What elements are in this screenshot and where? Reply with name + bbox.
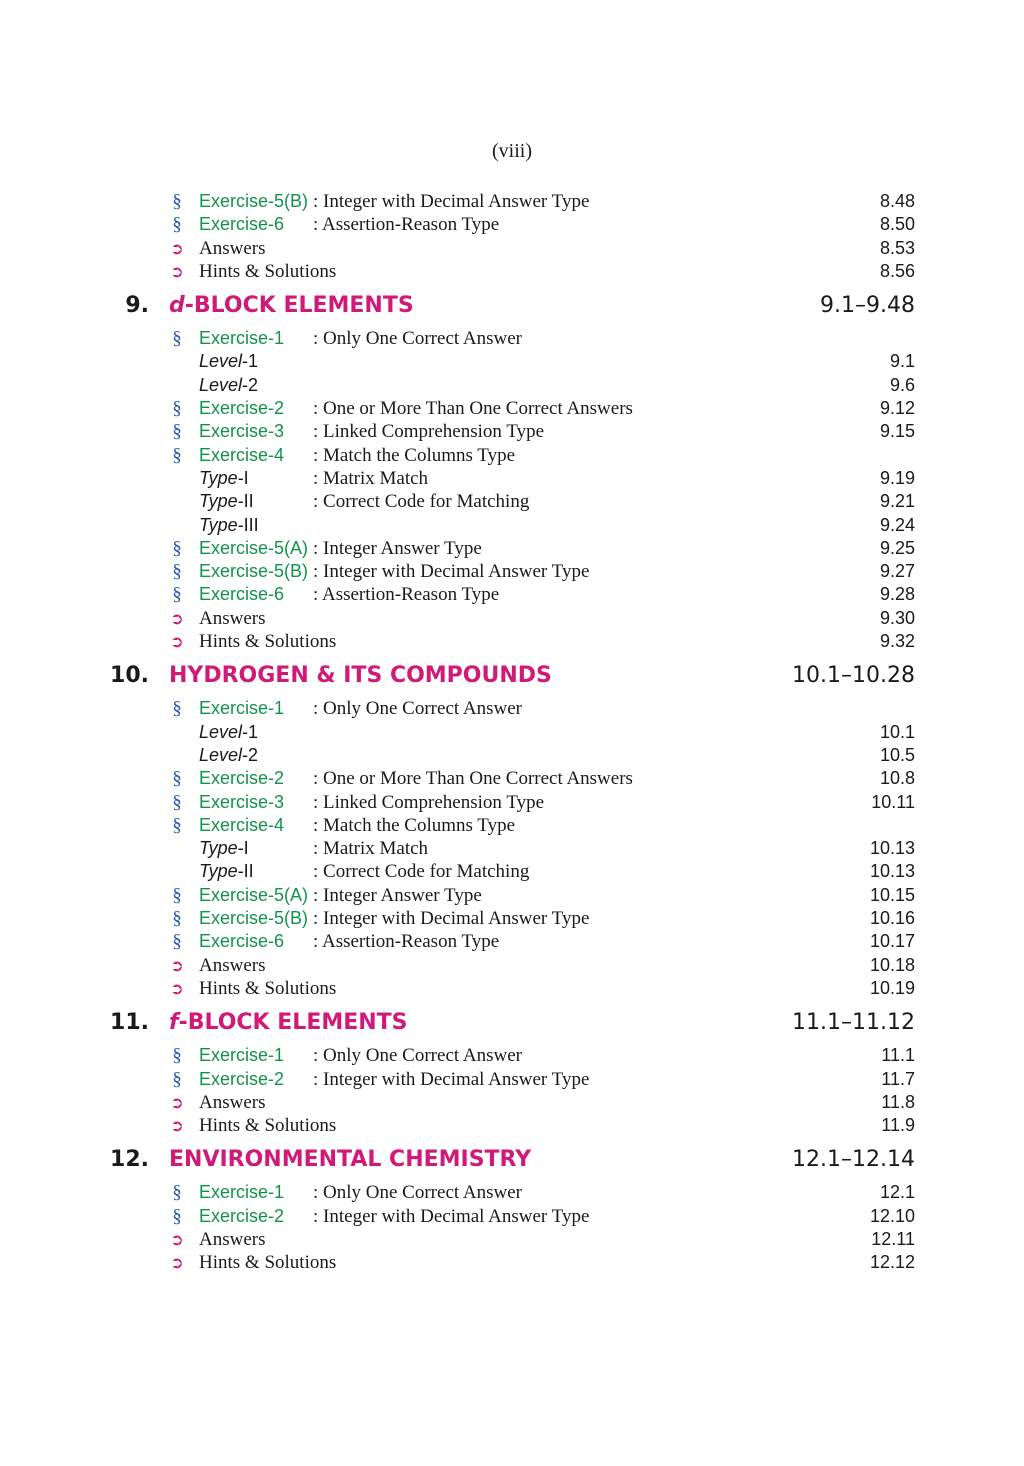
entry-description: : Matrix Match <box>313 838 429 860</box>
entry-description: : Integer Answer Type <box>313 884 482 906</box>
exercise-label: Exercise-6 <box>199 931 285 952</box>
chapter-page-range: 12.1–12.14 <box>792 1147 915 1173</box>
circled-arrow-icon: ➲ <box>170 608 184 628</box>
page-reference: 9.6 <box>889 374 915 395</box>
toc-entry[interactable] <box>100 514 915 537</box>
sub-level-italic: Level <box>199 721 243 742</box>
section-sign-icon: § <box>172 444 182 466</box>
toc-entry[interactable] <box>100 1068 915 1091</box>
toc-entry[interactable] <box>100 327 915 350</box>
exercise-label: Exercise-1 <box>199 328 285 349</box>
chapter-title-prefix: f <box>169 1010 179 1036</box>
page-reference: 11.1 <box>881 1045 915 1066</box>
page-reference: 9.27 <box>879 561 915 582</box>
toc-entry[interactable] <box>100 213 915 236</box>
entry-title: Answers <box>199 1228 266 1250</box>
page-reference: 10.18 <box>869 954 915 975</box>
entry-description: : One or More Than One Correct Answers <box>313 768 633 790</box>
sub-level-label <box>199 721 258 744</box>
page-reference: 11.8 <box>881 1091 915 1112</box>
entry-title: Answers <box>199 954 266 976</box>
sub-level-italic: Type <box>199 861 238 882</box>
entry-description: : Assertion-Reason Type <box>313 931 500 953</box>
entry-description: : Only One Correct Answer <box>313 1045 522 1067</box>
entry-title: Answers <box>199 237 266 259</box>
section-sign-icon: § <box>172 421 182 443</box>
section-sign-icon: § <box>172 908 182 930</box>
sub-level-italic: Level <box>199 374 243 395</box>
sub-level-suffix: -II <box>237 491 254 512</box>
sub-level-label <box>199 744 258 767</box>
sub-level-suffix: -III <box>237 514 259 535</box>
section-sign-icon: § <box>172 191 182 212</box>
table-of-contents <box>100 190 915 1275</box>
toc-entry[interactable] <box>100 190 915 213</box>
chapter-title <box>169 657 552 695</box>
entry-description: : Integer with Decimal Answer Type <box>313 1068 590 1090</box>
page-reference: 10.19 <box>869 977 915 998</box>
exercise-label: Exercise-1 <box>199 1182 285 1203</box>
toc-entry[interactable] <box>100 490 915 513</box>
entry-description: : Integer with Decimal Answer Type <box>313 908 590 930</box>
toc-entry[interactable] <box>100 1114 915 1137</box>
toc-entry[interactable] <box>100 1044 915 1067</box>
chapter-heading[interactable] <box>100 1141 915 1179</box>
toc-entry[interactable] <box>100 444 915 467</box>
toc-entry[interactable] <box>100 814 915 837</box>
sub-level-suffix: -2 <box>242 374 259 395</box>
section-sign-icon: § <box>172 398 182 420</box>
chapter-number: 10. <box>110 663 149 689</box>
chapter-number: 12. <box>110 1147 149 1173</box>
toc-entry[interactable] <box>100 630 915 653</box>
page-reference: 9.21 <box>879 491 915 512</box>
page-reference: 9.12 <box>879 398 915 419</box>
exercise-label: Exercise-2 <box>199 1205 285 1226</box>
toc-entry[interactable] <box>100 977 915 1000</box>
exercise-label: Exercise-4 <box>199 444 285 465</box>
toc-entry[interactable] <box>100 467 915 490</box>
section-sign-icon: § <box>172 1182 182 1204</box>
toc-entry[interactable] <box>100 537 915 560</box>
page-reference: 11.7 <box>881 1068 915 1089</box>
section-sign-icon: § <box>172 1045 182 1067</box>
toc-entry[interactable] <box>100 1205 915 1228</box>
entry-title: Hints & Solutions <box>199 1115 337 1137</box>
sub-level-suffix: -1 <box>242 721 259 742</box>
toc-entry[interactable] <box>100 560 915 583</box>
sub-level-suffix: -2 <box>242 744 259 765</box>
page-reference: 9.1 <box>889 351 915 372</box>
entry-title: Answers <box>199 607 266 629</box>
page-reference: 12.10 <box>869 1205 915 1226</box>
toc-entry[interactable] <box>100 1091 915 1114</box>
page-reference: 9.30 <box>879 607 915 628</box>
exercise-label: Exercise-6 <box>199 214 285 235</box>
entry-title: Hints & Solutions <box>199 260 337 282</box>
toc-entry[interactable] <box>100 884 915 907</box>
chapter-title-text: HYDROGEN & ITS COMPOUNDS <box>169 663 552 689</box>
entry-description: : Match the Columns Type <box>313 444 516 466</box>
section-sign-icon: § <box>172 328 182 350</box>
section-sign-icon: § <box>172 884 182 906</box>
toc-entry[interactable] <box>100 907 915 930</box>
circled-arrow-icon: ➲ <box>170 978 184 998</box>
toc-entry[interactable] <box>100 1228 915 1251</box>
entry-title: Answers <box>199 1091 266 1113</box>
toc-entry[interactable] <box>100 791 915 814</box>
page-reference: 9.24 <box>879 514 915 535</box>
exercise-label: Exercise-2 <box>199 398 285 419</box>
exercise-label: Exercise-5(A) <box>199 537 309 558</box>
section-sign-icon: § <box>172 814 182 836</box>
page-reference: 8.48 <box>879 191 915 211</box>
chapter-page-range: 9.1–9.48 <box>820 293 915 319</box>
chapter-page-range: 11.1–11.12 <box>792 1010 915 1036</box>
page-reference: 9.19 <box>879 467 915 488</box>
chapter-heading[interactable] <box>100 1004 915 1042</box>
page-reference: 10.13 <box>869 861 915 882</box>
sub-level-label <box>199 490 254 513</box>
page-reference: 8.56 <box>879 260 915 281</box>
sub-level-italic: Type <box>199 838 238 859</box>
chapter-title-text: -BLOCK ELEMENTS <box>184 293 414 319</box>
toc-entry[interactable] <box>100 837 915 860</box>
entry-description: : Integer Answer Type <box>313 537 482 559</box>
circled-arrow-icon: ➲ <box>170 238 184 258</box>
page-reference: 10.17 <box>869 931 915 952</box>
entry-description: : Correct Code for Matching <box>313 491 530 513</box>
sub-level-italic: Level <box>199 351 243 372</box>
circled-arrow-icon: ➲ <box>170 955 184 975</box>
exercise-label: Exercise-5(B) <box>199 561 309 582</box>
exercise-label: Exercise-4 <box>199 814 285 835</box>
entry-description: : Integer with Decimal Answer Type <box>313 561 590 583</box>
chapter-number: 11. <box>110 1010 149 1036</box>
sub-level-label <box>199 514 259 537</box>
exercise-label: Exercise-2 <box>199 1068 285 1089</box>
page-reference: 9.28 <box>879 584 915 605</box>
page-reference: 10.11 <box>871 791 915 812</box>
page-reference: 10.1 <box>879 721 915 742</box>
entry-title: Hints & Solutions <box>199 631 337 653</box>
sub-level-suffix: -1 <box>242 351 259 372</box>
toc-entry[interactable] <box>100 420 915 443</box>
entry-description: : Linked Comprehension Type <box>313 421 545 443</box>
entry-description: : Assertion-Reason Type <box>313 584 500 606</box>
sub-level-label <box>199 350 258 373</box>
entry-description: : Integer with Decimal Answer Type <box>313 1205 590 1227</box>
chapter-title-prefix: d <box>169 293 185 319</box>
toc-entry[interactable] <box>100 237 915 260</box>
page-reference: 11.9 <box>881 1115 915 1136</box>
chapter-heading[interactable] <box>100 657 915 695</box>
page-number: (viii) <box>492 140 532 162</box>
circled-arrow-icon: ➲ <box>170 1253 184 1273</box>
exercise-label: Exercise-3 <box>199 791 285 812</box>
entry-description: : Only One Correct Answer <box>313 1182 522 1204</box>
circled-arrow-icon: ➲ <box>170 1092 184 1112</box>
section-sign-icon: § <box>172 561 182 583</box>
entry-description: : Assertion-Reason Type <box>313 214 500 236</box>
toc-entry[interactable] <box>100 374 915 397</box>
page-reference: 10.15 <box>869 884 915 905</box>
exercise-label: Exercise-6 <box>199 584 285 605</box>
circled-arrow-icon: ➲ <box>170 1116 184 1136</box>
section-sign-icon: § <box>172 1068 182 1090</box>
exercise-label: Exercise-5(B) <box>199 908 309 929</box>
toc-entry[interactable] <box>100 954 915 977</box>
section-sign-icon: § <box>172 584 182 606</box>
page-reference: 10.8 <box>879 768 915 789</box>
chapter-title <box>169 1004 408 1042</box>
page-reference: 12.11 <box>871 1228 915 1249</box>
sub-level-label <box>199 374 258 397</box>
sub-level-label <box>199 467 249 490</box>
toc-entry[interactable] <box>100 397 915 420</box>
entry-description: : Matrix Match <box>313 467 429 489</box>
sub-level-suffix: -I <box>237 467 249 488</box>
toc-entry[interactable] <box>100 1251 915 1274</box>
exercise-label: Exercise-3 <box>199 421 285 442</box>
entry-description: : Only One Correct Answer <box>313 328 522 350</box>
entry-description: : Integer with Decimal Answer Type <box>313 191 590 212</box>
sub-level-italic: Type <box>199 514 238 535</box>
toc-entry[interactable] <box>100 860 915 883</box>
sub-level-italic: Type <box>199 467 238 488</box>
circled-arrow-icon: ➲ <box>170 1229 184 1249</box>
exercise-label: Exercise-1 <box>199 1045 285 1066</box>
entry-title: Hints & Solutions <box>199 1252 337 1274</box>
entry-description: : Linked Comprehension Type <box>313 791 545 813</box>
page-reference: 9.25 <box>879 537 915 558</box>
section-sign-icon: § <box>172 698 182 720</box>
toc-entry[interactable] <box>100 697 915 720</box>
entry-title: Hints & Solutions <box>199 977 337 999</box>
chapter-title <box>169 287 414 325</box>
chapter-title-text: ENVIRONMENTAL CHEMISTRY <box>169 1147 532 1173</box>
section-sign-icon: § <box>172 1205 182 1227</box>
toc-entry[interactable] <box>100 350 915 373</box>
toc-entry[interactable] <box>100 607 915 630</box>
entry-description: : Match the Columns Type <box>313 814 516 836</box>
toc-entry[interactable] <box>100 583 915 606</box>
toc-entry[interactable] <box>100 930 915 953</box>
toc-entry[interactable] <box>100 721 915 744</box>
chapter-title <box>169 1141 531 1179</box>
sub-level-label <box>199 837 249 860</box>
page-reference: 12.12 <box>869 1252 915 1273</box>
entry-description: : Correct Code for Matching <box>313 861 530 883</box>
chapter-title-text: -BLOCK ELEMENTS <box>178 1010 408 1036</box>
circled-arrow-icon: ➲ <box>170 261 184 281</box>
page-reference: 10.5 <box>879 744 915 765</box>
page-reference: 12.1 <box>879 1182 915 1203</box>
sub-level-suffix: -II <box>237 861 254 882</box>
toc-entry[interactable] <box>100 767 915 790</box>
exercise-label: Exercise-1 <box>199 698 285 719</box>
toc-entry[interactable] <box>100 744 915 767</box>
section-sign-icon: § <box>172 214 182 236</box>
toc-entry[interactable] <box>100 1181 915 1204</box>
page-reference: 8.50 <box>879 214 915 235</box>
page-reference: 10.13 <box>869 838 915 859</box>
section-sign-icon: § <box>172 537 182 559</box>
page-reference: 10.16 <box>869 908 915 929</box>
entry-description: : One or More Than One Correct Answers <box>313 398 633 420</box>
circled-arrow-icon: ➲ <box>170 632 184 652</box>
chapter-number: 9. <box>125 293 149 319</box>
chapter-heading[interactable] <box>100 287 915 325</box>
sub-level-label <box>199 860 254 883</box>
exercise-label: Exercise-5(B) <box>199 191 309 211</box>
toc-entry[interactable] <box>100 260 915 283</box>
sub-level-italic: Level <box>199 744 243 765</box>
section-sign-icon: § <box>172 791 182 813</box>
page-reference: 8.53 <box>879 237 915 258</box>
section-sign-icon: § <box>172 931 182 953</box>
section-sign-icon: § <box>172 768 182 790</box>
exercise-label: Exercise-5(A) <box>199 884 309 905</box>
sub-level-suffix: -I <box>237 838 249 859</box>
sub-level-italic: Type <box>199 491 238 512</box>
entry-description: : Only One Correct Answer <box>313 698 522 720</box>
page-reference: 9.15 <box>879 421 915 442</box>
page-reference: 9.32 <box>879 631 915 652</box>
exercise-label: Exercise-2 <box>199 768 285 789</box>
chapter-page-range: 10.1–10.28 <box>792 663 915 689</box>
